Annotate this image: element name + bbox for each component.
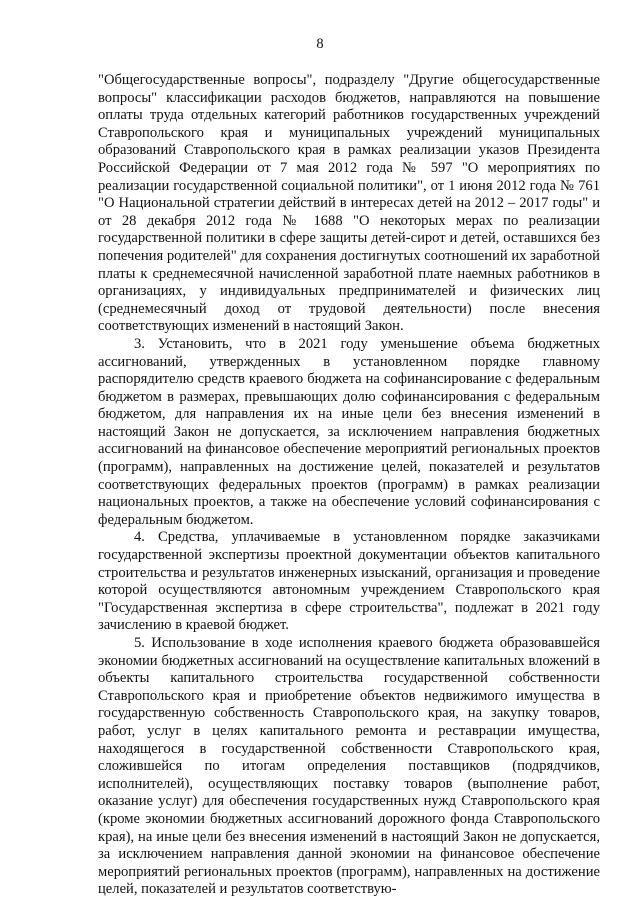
document-body: [98, 72, 600, 899]
paragraph-item-5: 5. Использование в ходе исполнения краевого бюджета образовавшейся экономии бюджетных ассигнований на осуществление капитальных вложений в объекты капитального строительства государственной собственности Ставропольского края и приобретение объектов недвижимого имущества в государственную собственность Ставропольского края, на закупку товаров, работ, услуг в целях капитального ремонта и реставрации имущества, находящегося в государственной собственности Ставропольского края, сложившейся по итогам определения поставщиков (подрядчиков, исполнителей), осуществляющих поставку товаров (выполнение работ, оказание услуг) для обеспечения государственных нужд Ставропольского края (кроме экономии бюджетных ассигнований дорожного фонда Ставропольского края), на иные цели без внесения изменений в настоящий Закон не допускается, за исключением направления данной экономии на финансовое обеспечение мероприятий региональных проектов (программ), направленных на достижение целей, показателей и результатов соответствую-: [98, 635, 600, 898]
page-number: 8: [316, 36, 324, 52]
paragraph-item-4: 4. Средства, уплачиваемые в установленном порядке заказчиками государственной экспертизы проектной документации объектов капитального строительства и результатов инженерных изысканий, организация и проведение которой осуществляются автономным учреждением Ставропольского края "Государственная экспертиза в сфере строительства", подлежат в 2021 году зачислению в краевой бюджет.: [98, 529, 600, 634]
paragraph-continuation: "Общегосударственные вопросы", подразделу "Другие общегосударственные вопросы" классификации расходов бюджетов, направляются на повышение оплаты труда отдельных категорий работников государственных учреждений Ставропольского края и муниципальных учреждений муниципальных образований Ставропольского края в рамках реализации указов Президента Российской Федерации от 7 мая 2012 года № 597 "О мероприятиях по реализации государственной социальной политики", от 1 июня 2012 года № 761 "О Национальной стратегии действий в интересах детей на 2012 – 2017 годы" и от 28 декабря 2012 года № 1688 "О некоторых мерах по реализации государственной политики в сфере защиты детей-сирот и детей, оставшихся без попечения родителей" для сохранения достигнутых соотношений их заработной платы к среднемесячной начисленной заработной плате наемных работников в организациях, у индивидуальных предпринимателей и физических лиц (среднемесячный доход от трудовой деятельности) после внесения соответствующих изменений в настоящий Закон.: [98, 72, 600, 335]
paragraph-item-3: 3. Установить, что в 2021 году уменьшение объема бюджетных ассигнований, утвержденных в установленном порядке главному распорядителю средств краевого бюджета на софинансирование с федеральным бюджетом в размерах, превышающих долю софинансирования с федеральным бюджетом, для направления их на иные цели без внесения изменений в настоящий Закон не допускается, за исключением направления бюджетных ассигнований на финансовое обеспечение мероприятий региональных проектов (программ), направленных на достижение целей, показателей и результатов соответствующих федеральных проектов (программ) в рамках реализации национальных проектов, а также на обеспечение условий софинансирования с федеральным бюджетом.: [98, 335, 600, 528]
